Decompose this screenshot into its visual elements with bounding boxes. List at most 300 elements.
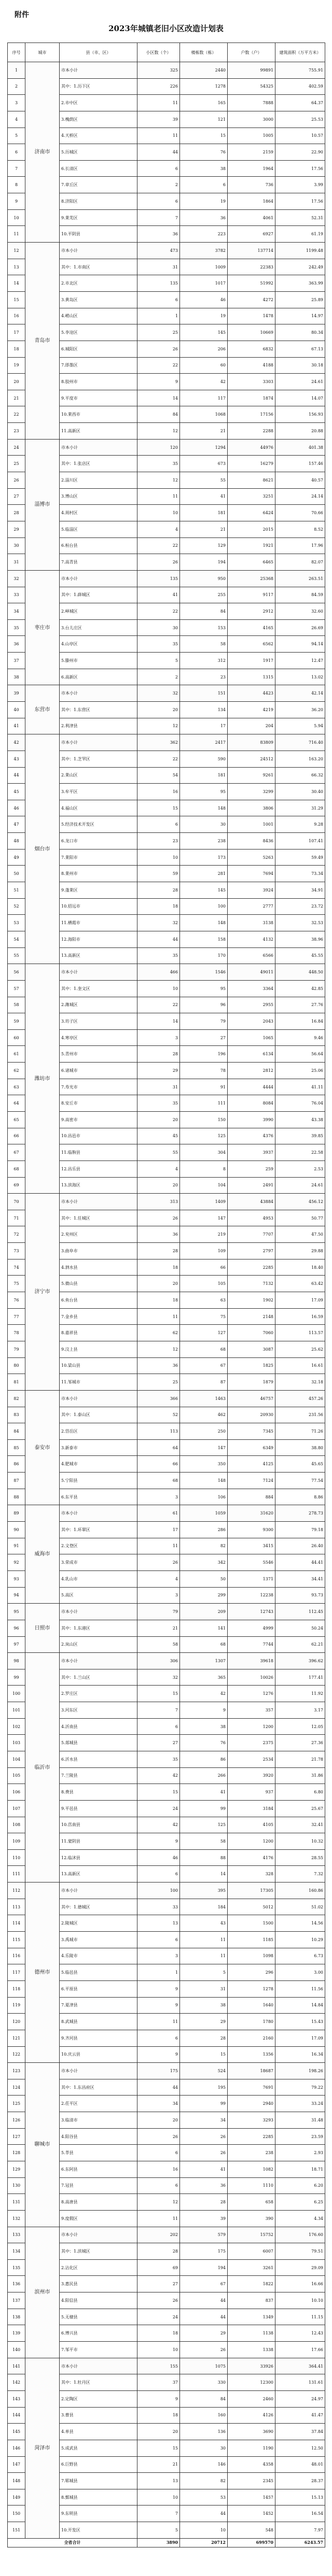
- cell-value: 7744: [228, 1636, 275, 1653]
- row-index: 1: [8, 62, 25, 79]
- cell-value: 6832: [228, 341, 275, 357]
- cell-value: 15.43: [275, 2014, 325, 2030]
- cell-value: 1: [137, 308, 180, 324]
- cell-value: 231.56: [275, 1407, 325, 1423]
- cell-value: 111: [180, 1095, 228, 1112]
- cell-value: 44: [137, 2079, 180, 2096]
- cell-value: 13.02: [275, 669, 325, 685]
- cell-value: 837: [228, 2292, 275, 2309]
- cell-value: 2: [137, 669, 180, 685]
- district-name: 9.汶上县: [60, 1341, 137, 1357]
- row-index: 34: [8, 603, 25, 620]
- cell-value: 36: [137, 1357, 180, 1374]
- row-index: 30: [8, 537, 25, 554]
- cell-value: 38: [180, 160, 228, 177]
- cell-value: 44: [137, 931, 180, 947]
- district-name: 5.临淄区: [60, 521, 137, 537]
- cell-value: 2345: [228, 2473, 275, 2489]
- row-index: 137: [8, 2292, 25, 2309]
- district-name: 13.高新区: [60, 1866, 137, 1883]
- cell-value: 5: [137, 2522, 180, 2539]
- cell-value: 1200: [228, 1833, 275, 1850]
- cell-value: 177.41: [275, 1669, 325, 1686]
- cell-value: 1546: [180, 964, 228, 981]
- row-index: 71: [8, 1210, 25, 1226]
- cell-value: 1500: [228, 1915, 275, 1932]
- cell-value: 9261: [228, 767, 275, 784]
- cell-value: 30: [180, 2440, 228, 2456]
- cell-value: 473: [137, 243, 180, 259]
- cell-value: 2159: [228, 144, 275, 161]
- cell-value: 77.54: [275, 1473, 325, 1489]
- cell-value: 29: [137, 1063, 180, 1079]
- cell-value: 16.84: [275, 1013, 325, 1030]
- cell-value: 44: [137, 144, 180, 161]
- cell-value: 17.09: [275, 2030, 325, 2046]
- cell-value: 175: [180, 2243, 228, 2260]
- cell-value: 45.55: [275, 947, 325, 964]
- row-index: 145: [8, 2424, 25, 2440]
- cell-value: 242.49: [275, 259, 325, 275]
- subtotal-label: 市本小计: [60, 2063, 137, 2079]
- cell-value: 5012: [228, 1899, 275, 1915]
- district-name: 2.市中区: [60, 95, 137, 111]
- row-index: 87: [8, 1473, 25, 1489]
- cell-value: 41: [180, 1784, 228, 1801]
- district-name: 5.郯城县: [60, 1735, 137, 1751]
- cell-value: 25.62: [275, 1341, 325, 1357]
- cell-value: 13: [137, 2473, 180, 2489]
- row-index: 58: [8, 997, 25, 1013]
- cell-value: 15: [180, 128, 228, 144]
- cell-value: 1874: [228, 390, 275, 406]
- cell-value: 15: [137, 800, 180, 816]
- cell-value: 11: [137, 2014, 180, 2030]
- cell-value: 109: [180, 1243, 228, 1259]
- cell-value: 4126: [228, 2407, 275, 2424]
- cell-value: 342: [180, 1554, 228, 1571]
- district-name: 3.禹城市: [60, 1932, 137, 1948]
- cell-value: 67.13: [275, 341, 325, 357]
- district-name: 其中：1.德城区: [60, 1899, 137, 1915]
- district-name: 7.寿光市: [60, 1079, 137, 1095]
- cell-value: 26.69: [275, 619, 325, 636]
- cell-value: 9: [137, 2046, 180, 2063]
- cell-value: 91: [180, 1079, 228, 1095]
- cell-value: 6562: [228, 636, 275, 653]
- cell-value: 79: [137, 1604, 180, 1620]
- table-header-row: [8, 43, 325, 62]
- cell-value: 100: [137, 1883, 180, 1899]
- row-index: 113: [8, 1899, 25, 1915]
- cell-value: 10: [137, 980, 180, 997]
- district-name: 10.昌邑市: [60, 1128, 137, 1144]
- row-index: 95: [8, 1604, 25, 1620]
- district-name: 11.高新区: [60, 423, 137, 440]
- cell-value: 33: [137, 1899, 180, 1915]
- cell-value: 79.22: [275, 2079, 325, 2096]
- district-name: 8.胶州市: [60, 374, 137, 390]
- cell-value: 3364: [228, 980, 275, 997]
- district-name: 5.李沧区: [60, 324, 137, 341]
- district-name: 8.嘉祥县: [60, 1325, 137, 1341]
- district-name: 10.平阴县: [60, 226, 137, 243]
- cell-value: 4188: [228, 357, 275, 374]
- cell-value: 26.40: [275, 1538, 325, 1554]
- cell-value: 2955: [228, 997, 275, 1013]
- cell-value: 52: [137, 1407, 180, 1423]
- district-name: 5.临邑县: [60, 1964, 137, 1981]
- cell-value: 71.26: [275, 1423, 325, 1440]
- row-index: 55: [8, 947, 25, 964]
- cell-value: 3: [137, 1587, 180, 1604]
- cell-value: 26: [137, 1210, 180, 1226]
- cell-value: 41: [137, 587, 180, 603]
- district-name: 10.梁山县: [60, 1357, 137, 1374]
- cell-value: 61.19: [275, 226, 325, 243]
- cell-value: 3: [137, 1948, 180, 1964]
- cell-value: 148: [180, 800, 228, 816]
- cell-value: 32.60: [275, 603, 325, 620]
- district-name: 8.济阳区: [60, 193, 137, 210]
- cell-value: 16.59: [275, 1308, 325, 1325]
- cell-value: 19: [180, 308, 228, 324]
- cell-value: 32.53: [275, 915, 325, 931]
- district-name: 6.城阳区: [60, 341, 137, 357]
- subtotal-label: 市本小计: [60, 243, 137, 259]
- cell-value: 41: [180, 488, 228, 505]
- district-name: 6.桓台县: [60, 537, 137, 554]
- cell-value: 3920: [228, 1767, 275, 1784]
- cell-value: 28: [180, 2194, 228, 2211]
- row-index: 37: [8, 653, 25, 669]
- district-name: 6.平原县: [60, 1980, 137, 1997]
- cell-value: 14: [137, 1013, 180, 1030]
- cell-value: 117: [180, 390, 228, 406]
- cell-value: 6.25: [275, 2194, 325, 2211]
- row-index: 99: [8, 1669, 25, 1686]
- cell-value: 548: [228, 2522, 275, 2539]
- district-name: 4.天桥区: [60, 128, 137, 144]
- table-body: [8, 62, 325, 2547]
- cell-value: 5546: [228, 1554, 275, 1571]
- cell-value: 4272: [228, 291, 275, 308]
- cell-value: 6349: [228, 1439, 275, 1456]
- cell-value: 306: [137, 1653, 180, 1669]
- cell-value: 31: [137, 259, 180, 275]
- cell-value: 2812: [228, 1063, 275, 1079]
- row-index: 68: [8, 1160, 25, 1177]
- cell-value: 84: [180, 2390, 228, 2407]
- district-name: 3.牟平区: [60, 784, 137, 800]
- row-index: 38: [8, 669, 25, 685]
- district-name: 6.东平县: [60, 1489, 137, 1505]
- cell-value: 7888: [228, 95, 275, 111]
- row-index: 150: [8, 2506, 25, 2522]
- cell-value: 147: [180, 1210, 228, 1226]
- cell-value: 76.04: [275, 1095, 325, 1112]
- cell-value: 22.58: [275, 1144, 325, 1161]
- row-index: 51: [8, 882, 25, 899]
- subtotal-row: [8, 1505, 325, 1522]
- cell-value: 9.46: [275, 1029, 325, 1046]
- cell-value: 263.51: [275, 570, 325, 587]
- cell-value: 6: [137, 2177, 180, 2194]
- cell-value: 22: [137, 357, 180, 374]
- cell-value: 94.14: [275, 636, 325, 653]
- cell-value: 15: [137, 1784, 180, 1801]
- cell-value: 1371: [228, 1570, 275, 1587]
- row-index: 10: [8, 209, 25, 226]
- cell-value: 125: [180, 1817, 228, 1833]
- row-index: 79: [8, 1341, 25, 1357]
- cell-value: 1017: [180, 275, 228, 292]
- row-index: 114: [8, 1915, 25, 1932]
- district-name: 3.临清市: [60, 2112, 137, 2129]
- cell-value: 26: [180, 2145, 228, 2161]
- cell-value: 299: [180, 1587, 228, 1604]
- cell-value: 7: [137, 2506, 180, 2522]
- row-index: 21: [8, 390, 25, 406]
- cell-value: 37: [137, 2374, 180, 2391]
- district-name: 3.台儿庄区: [60, 619, 137, 636]
- district-name: 其中：1.奎文区: [60, 980, 137, 997]
- cell-value: 79.18: [275, 1522, 325, 1538]
- cell-value: 12.05: [275, 1718, 325, 1735]
- row-index: 11: [8, 226, 25, 243]
- district-name: 9.平邑县: [60, 1800, 137, 1817]
- cell-value: 1001: [228, 816, 275, 833]
- cell-value: 38.96: [275, 931, 325, 947]
- cell-value: 31.29: [275, 800, 325, 816]
- cell-value: 3303: [228, 374, 275, 390]
- cell-value: 31620: [228, 1505, 275, 1522]
- district-name: 其中：1.东营区: [60, 701, 137, 718]
- cell-value: 181: [180, 767, 228, 784]
- cell-value: 11: [137, 1538, 180, 1554]
- cell-value: 2285: [228, 1259, 275, 1276]
- district-name: 5.无棣县: [60, 2309, 137, 2325]
- district-name: 其中：1.芝罘区: [60, 751, 137, 767]
- cell-value: 15.13: [275, 2489, 325, 2506]
- cell-value: 6424: [228, 505, 275, 521]
- cell-value: 390: [228, 2210, 275, 2227]
- cell-value: 2375: [228, 1735, 275, 1751]
- cell-value: 250: [180, 1423, 228, 1440]
- cell-value: 7: [137, 1702, 180, 1719]
- cell-value: 466: [137, 964, 180, 981]
- row-index: 48: [8, 833, 25, 850]
- cell-value: 3000: [228, 111, 275, 128]
- city-name: 德州市: [25, 1883, 60, 2063]
- cell-value: 42: [137, 1817, 180, 1833]
- cell-value: 1457: [228, 2489, 275, 2506]
- district-name: 其中：1.张店区: [60, 456, 137, 472]
- cell-value: 1879: [228, 1374, 275, 1391]
- cell-value: 95: [180, 980, 228, 997]
- district-name: 6.沂水县: [60, 1751, 137, 1767]
- district-name: 其中：1.兰山区: [60, 1669, 137, 1686]
- row-index: 92: [8, 1554, 25, 1571]
- cell-value: 11.15: [275, 2309, 325, 2325]
- cell-value: 24512: [228, 751, 275, 767]
- cell-value: 25: [137, 324, 180, 341]
- cell-value: 17.96: [275, 537, 325, 554]
- cell-value: 11: [180, 1948, 228, 1964]
- cell-value: 4105: [228, 1817, 275, 1833]
- cell-value: 4125: [228, 1456, 275, 1473]
- row-index: 56: [8, 964, 25, 981]
- cell-value: 328: [228, 1866, 275, 1883]
- row-index: 128: [8, 2145, 25, 2161]
- district-name: 2.淄川区: [60, 472, 137, 489]
- subtotal-row: [8, 685, 325, 702]
- cell-value: 3937: [228, 1144, 275, 1161]
- row-index: 136: [8, 2276, 25, 2292]
- column-header: 城市: [25, 43, 60, 62]
- cell-value: 7694: [228, 866, 275, 882]
- cell-value: 3251: [228, 488, 275, 505]
- cell-value: 104: [180, 1177, 228, 1194]
- cell-value: 6: [137, 160, 180, 177]
- row-index: 88: [8, 1489, 25, 1505]
- cell-value: 44: [180, 2309, 228, 2325]
- cell-value: 84: [137, 406, 180, 423]
- row-index: 54: [8, 931, 25, 947]
- cell-value: 170: [180, 947, 228, 964]
- cell-value: 1315: [228, 669, 275, 685]
- district-name: 2.罗庄区: [60, 1686, 137, 1702]
- district-name: 4.周村区: [60, 505, 137, 521]
- cell-value: 32.41: [275, 1817, 325, 1833]
- row-index: 60: [8, 1029, 25, 1046]
- cell-value: 6: [137, 2030, 180, 2046]
- cell-value: 39.85: [275, 1128, 325, 1144]
- district-name: 2.岱岳区: [60, 1423, 137, 1440]
- cell-value: 4444: [228, 1079, 275, 1095]
- cell-value: 10.29: [275, 1932, 325, 1948]
- cell-value: 3138: [228, 915, 275, 931]
- cell-value: 2912: [228, 603, 275, 620]
- cell-value: 26: [137, 554, 180, 571]
- cell-value: 35: [137, 1095, 180, 1112]
- district-name: 7.冠县: [60, 2177, 137, 2194]
- row-index: 77: [8, 1308, 25, 1325]
- district-name: 5.高区: [60, 1587, 137, 1604]
- cell-value: 8: [180, 1160, 228, 1177]
- district-name: 2.岚山区: [60, 1636, 137, 1653]
- cell-value: 24.61: [275, 1177, 325, 1194]
- cell-value: 27: [180, 1029, 228, 1046]
- cell-value: 10: [137, 2489, 180, 2506]
- row-index: 32: [8, 570, 25, 587]
- cell-value: 1185: [228, 1932, 275, 1948]
- district-name: 11.邹城市: [60, 1374, 137, 1391]
- cell-value: 23: [180, 669, 228, 685]
- cell-value: 75: [180, 1308, 228, 1325]
- cell-value: 64.37: [275, 95, 325, 111]
- district-name: 6.诸城市: [60, 1063, 137, 1079]
- cell-value: 59: [137, 866, 180, 882]
- cell-value: 12300: [228, 2374, 275, 2391]
- cell-value: 15: [180, 2046, 228, 2063]
- cell-value: 10: [137, 2342, 180, 2358]
- cell-value: 79.51: [275, 2243, 325, 2260]
- cell-value: 17: [137, 1522, 180, 1538]
- row-index: 103: [8, 1735, 25, 1751]
- row-index: 23: [8, 423, 25, 440]
- grand-total-row: [8, 2538, 325, 2547]
- cell-value: 226: [137, 78, 180, 95]
- cell-value: 82.07: [275, 554, 325, 571]
- cell-value: 62.21: [275, 1636, 325, 1653]
- cell-value: 259: [228, 1160, 275, 1177]
- cell-value: 66: [137, 1456, 180, 1473]
- cell-value: 456.12: [275, 1194, 325, 1210]
- cell-value: 41: [180, 2161, 228, 2178]
- grand-total-label: 全省合计: [8, 2538, 137, 2547]
- city-name: 济南市: [25, 62, 60, 243]
- cell-value: 145: [180, 882, 228, 899]
- cell-value: 11: [137, 2210, 180, 2227]
- city-name: 菏泽市: [25, 2358, 60, 2538]
- cell-value: 395: [180, 1883, 228, 1899]
- row-index: 138: [8, 2309, 25, 2325]
- row-index: 67: [8, 1144, 25, 1161]
- row-index: 5: [8, 128, 25, 144]
- cell-value: 29: [180, 2325, 228, 2342]
- cell-value: 4: [137, 521, 180, 537]
- row-index: 75: [8, 1276, 25, 1292]
- cell-value: 15752: [228, 2227, 275, 2243]
- cell-value: 18: [137, 2325, 180, 2342]
- district-name: 2.利津县: [60, 718, 137, 734]
- cell-value: 29: [180, 2014, 228, 2030]
- cell-value: 156.93: [275, 406, 325, 423]
- cell-value: 13: [137, 1915, 180, 1932]
- cell-value: 33.24: [275, 2096, 325, 2112]
- cell-value: 366: [137, 1390, 180, 1407]
- district-name: 13.高新区: [60, 947, 137, 964]
- cell-value: 3087: [228, 1341, 275, 1357]
- cell-value: 7124: [228, 1473, 275, 1489]
- cell-value: 32.18: [275, 1374, 325, 1391]
- cell-value: 4176: [228, 1849, 275, 1866]
- cell-value: 79: [180, 1013, 228, 1030]
- cell-value: 3806: [228, 800, 275, 816]
- row-index: 44: [8, 767, 25, 784]
- cell-value: 42.14: [275, 685, 325, 702]
- cell-value: 350: [180, 1456, 228, 1473]
- row-index: 146: [8, 2440, 25, 2456]
- cell-value: 27: [137, 2276, 180, 2292]
- row-index: 16: [8, 308, 25, 324]
- subtotal-row: [8, 1194, 325, 1210]
- row-index: 59: [8, 1013, 25, 1030]
- cell-value: 11: [137, 128, 180, 144]
- row-index: 3: [8, 95, 25, 111]
- district-name: 6.巨野县: [60, 2456, 137, 2473]
- cell-value: 50.77: [275, 1210, 325, 1226]
- row-index: 105: [8, 1767, 25, 1784]
- subtotal-label: 市本小计: [60, 2358, 137, 2374]
- cell-value: 32: [137, 915, 180, 931]
- cell-value: 1005: [228, 128, 275, 144]
- cell-value: 1200: [228, 1718, 275, 1735]
- district-name: 6.东阿县: [60, 2161, 137, 2178]
- cell-value: 18.40: [275, 1259, 325, 1276]
- cell-value: 31.86: [275, 1767, 325, 1784]
